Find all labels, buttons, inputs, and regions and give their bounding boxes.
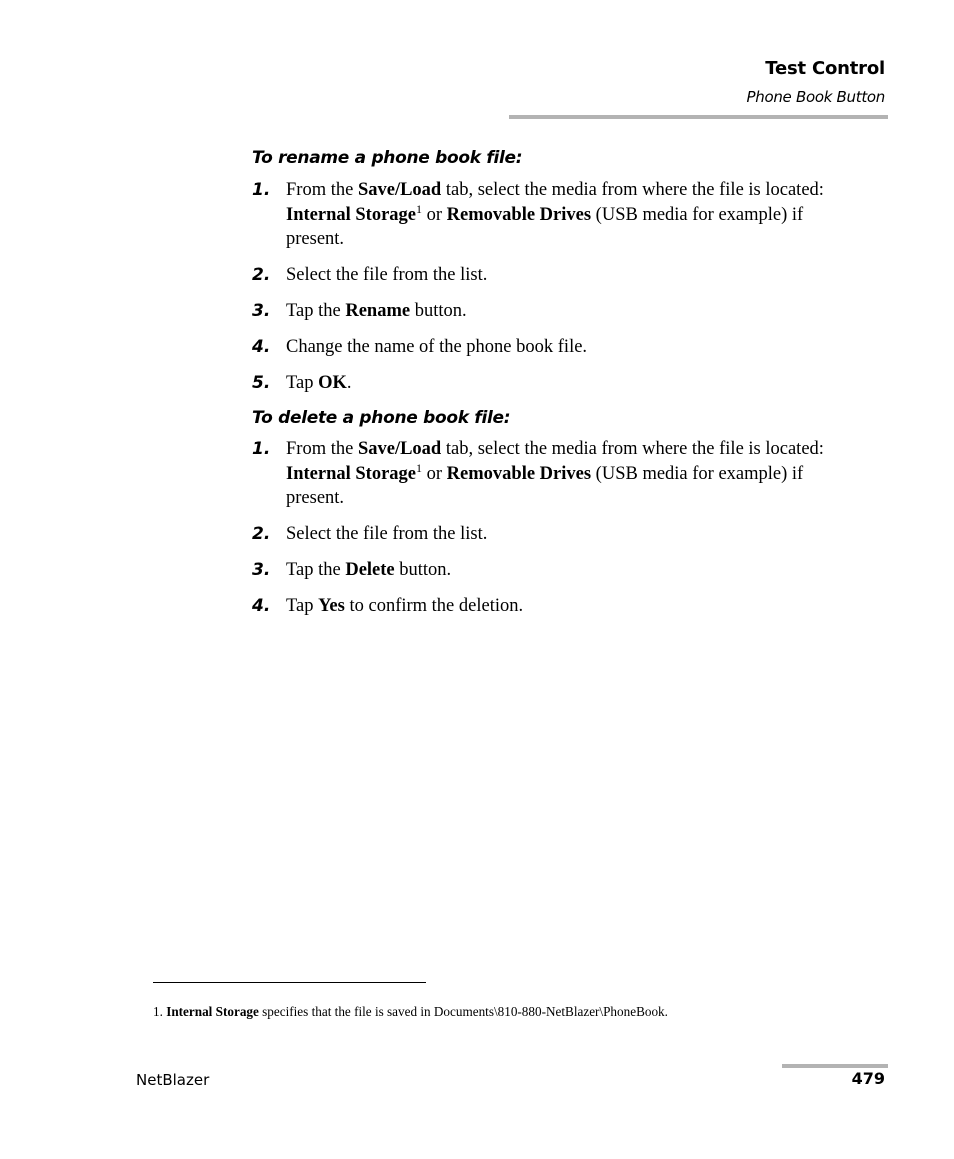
step-text: Tap the Delete button.	[286, 560, 452, 580]
step-number: 5.	[252, 373, 271, 393]
header-rule	[509, 115, 888, 119]
step-text: Tap Yes to confirm the deletion.	[286, 596, 524, 616]
header-subtitle: Phone Book Button	[746, 88, 885, 106]
step-text: From the Save/Load tab, select the media from where the file is located: Internal Storage$^1$ or Removable Drives (USB media for example) if present.	[286, 180, 824, 249]
step-text: Change the name of the phone book file.	[286, 337, 588, 357]
footnote-rule	[153, 982, 426, 983]
step-number: 3.	[252, 301, 271, 321]
page-number: 479	[851, 1069, 885, 1088]
step-text: From the Save/Load tab, select the media from where the file is located: Internal Storage$^1$ or Removable Drives (USB media for example) if present.	[286, 439, 824, 508]
header-title: Test Control	[765, 58, 885, 79]
step-text: Tap the Rename button.	[286, 301, 467, 321]
footnote-ref: 1	[416, 201, 422, 216]
step-text: Select the file from the list.	[286, 524, 488, 544]
step-number: 4.	[252, 596, 271, 616]
step-number: 1.	[252, 180, 271, 200]
step-number: 2.	[252, 265, 271, 285]
footnote-ref: 1	[416, 460, 422, 475]
footnote: 1. Internal Storage specifies that the file is saved in Documents\810-880-NetBlazer\PhoneBook.	[153, 1004, 668, 1019]
step-number: 4.	[252, 337, 271, 357]
footer-rule	[782, 1064, 888, 1068]
delete-procedure-title: To delete a phone book file:	[252, 408, 511, 428]
rename-procedure-title: To rename a phone book file:	[252, 148, 523, 168]
step-number: 3.	[252, 560, 271, 580]
step-text: Select the file from the list.	[286, 265, 488, 285]
step-text: Tap OK.	[286, 373, 352, 393]
step-number: 1.	[252, 439, 271, 459]
step-number: 2.	[252, 524, 271, 544]
footer-product: NetBlazer	[136, 1071, 210, 1089]
